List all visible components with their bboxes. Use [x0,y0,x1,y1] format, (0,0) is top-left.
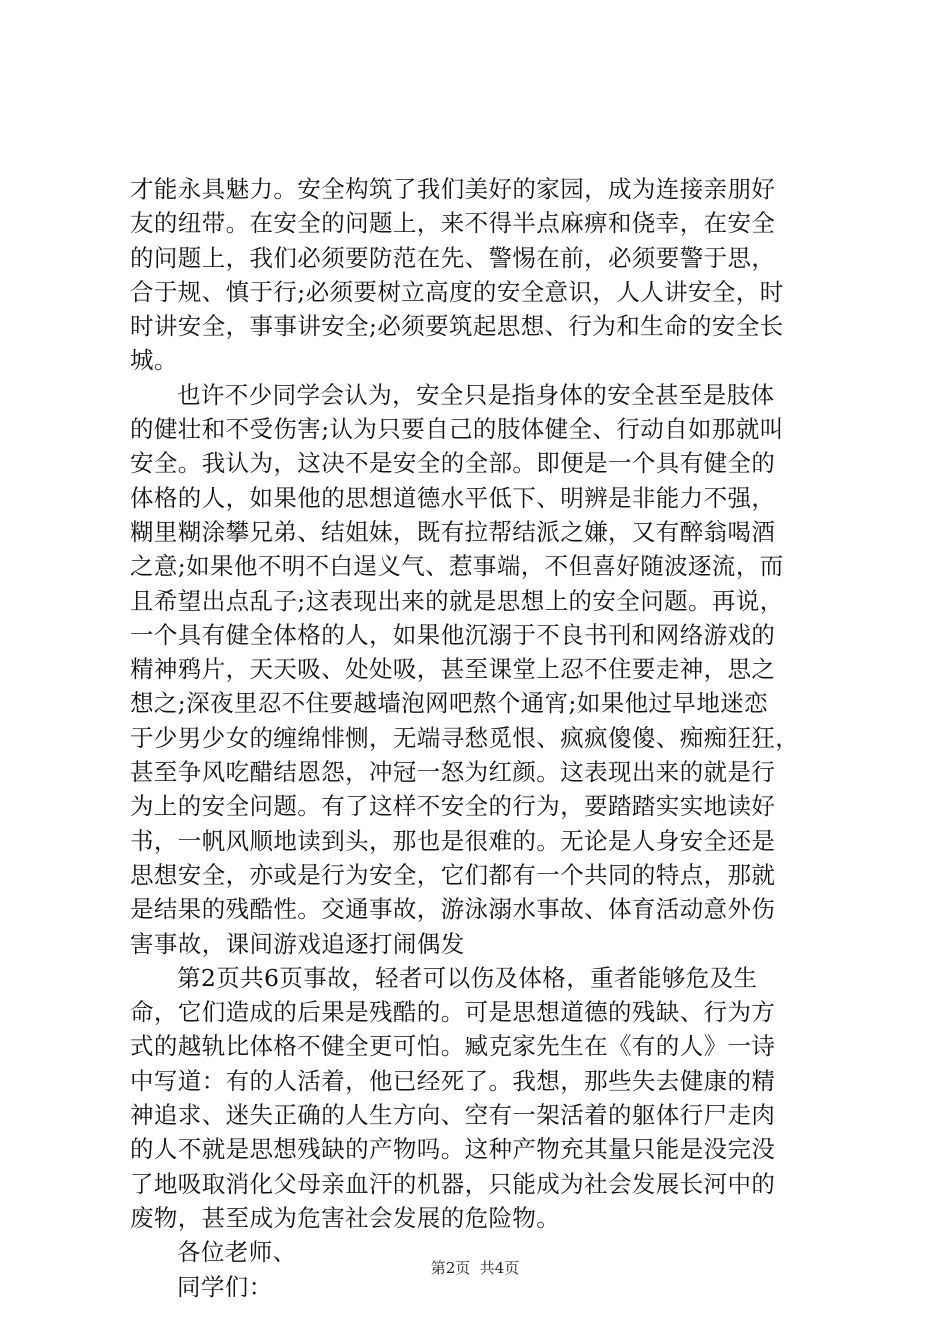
text-line: 时讲安全，事事讲安全;必须要筑起思想、行为和生命的安全长 [130,312,784,341]
text-line: 命，它们造成的后果是残酷的。可是思想道德的残缺、行为方 [130,998,776,1027]
text-line: 之意;如果他不明不白逞义气、惹事端，不但喜好随波逐流，而 [130,552,784,581]
text-line: 了地吸取消化父母亲血汗的机器，只能成为社会发展长河中的 [130,1169,776,1198]
text-line: 精神鸦片，天天吸、处处吸，甚至课堂上忍不住要走神，思之 [130,655,776,684]
salutation-line: 同学们： [177,1272,273,1301]
text-line: 书，一帆风顺地读到头，那也是很难的。无论是人身安全还是 [130,826,776,855]
text-line: 是结果的残酷性。交通事故，游泳溺水事故、体育活动意外伤 [130,895,776,924]
text-line: 糊里糊涂攀兄弟、结姐妹，既有拉帮结派之嫌，又有醉翁喝酒 [130,517,776,546]
text-line: 废物，甚至成为危害社会发展的危险物。 [130,1203,561,1232]
text-line: 安全。我认为，这决不是安全的全部。即便是一个具有健全的 [130,449,776,478]
text-line: 的人不就是思想残缺的产物吗。这种产物充其量只能是没完没 [130,1135,776,1164]
text-line: 城。 [130,346,178,375]
paragraph-start-line: 第2页共6页事故，轻者可以伤及体格，重者能够危及生 [177,963,758,992]
text-line: 友的纽带。在安全的问题上，来不得半点麻痹和侥幸，在安全 [130,209,776,238]
text-line: 合于规、慎于行;必须要树立高度的安全意识，人人讲安全，时 [130,277,784,306]
text-line: 于少男少女的缠绵悱恻，无端寻愁觅恨、疯疯傻傻、痴痴狂狂， [130,723,800,752]
text-line: 的问题上，我们必须要防范在先、警惕在前，必须要警于思， [130,243,776,272]
text-line: 甚至争风吃醋结恩怨，冲冠一怒为红颜。这表现出来的就是行 [130,758,776,787]
text-line: 害事故，课间游戏追逐打闹偶发 [130,929,465,958]
text-line: 思想安全，亦或是行为安全，它们都有一个共同的特点，那就 [130,860,776,889]
body-text [130,172,840,1304]
text-line: 想之;深夜里忍不住要越墙泡网吧熬个通宵;如果他过早地迷恋 [130,689,769,718]
text-line: 为上的安全问题。有了这样不安全的行为，要踏踏实实地读好 [130,792,776,821]
text-line: 体格的人，如果他的思想道德水平低下、明辨是非能力不强， [130,483,776,512]
text-line: 一个具有健全体格的人，如果他沉溺于不良书刊和网络游戏的 [130,620,776,649]
text-line: 且希望出点乱子;这表现出来的就是思想上的安全问题。再说， [130,586,784,615]
text-line: 才能永具魅力。安全构筑了我们美好的家园，成为连接亲朋好 [130,175,776,203]
text-line: 式的越轨比体格不健全更可怕。臧克家先生在《有的人》一诗 [130,1032,776,1061]
text-line: 神追求、迷失正确的人生方向、空有一架活着的躯体行尸走肉 [130,1101,776,1130]
salutation-line: 各位老师、 [177,1238,297,1267]
text-line: 的健壮和不受伤害;认为只要自己的肢体健全、行动自如那就叫 [130,415,784,444]
paragraph-start-line: 也许不少同学会认为，安全只是指身体的安全甚至是肢体 [177,380,775,409]
page-number-footer: 第2页 共4页 [430,1259,520,1277]
text-line: 中写道：有的人活着，他已经死了。我想，那些失去健康的精 [130,1066,776,1095]
